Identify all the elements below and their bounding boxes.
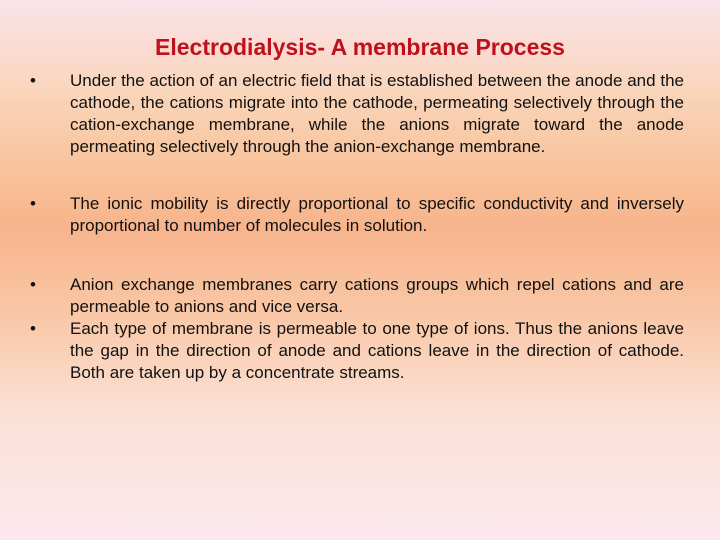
bullet-item: • Anion exchange membranes carry cations groups which repel cations and are permeable to anions and vice versa. (30, 274, 684, 318)
bullet-item: • The ionic mobility is directly proportional to specific conductivity and inversely proportional to number of molecules in solution. (30, 193, 684, 237)
bullet-item: • Each type of membrane is permeable to one type of ions. Thus the anions leave the gap in the direction of anode and cations leave in the direction of cathode. Both are taken up by a concentrate streams. (30, 318, 684, 384)
bullet-list (30, 70, 684, 384)
bullet-item: • Under the action of an electric field that is established between the anode and the cathode, the cations migrate into the cathode, permeating selectively through the cation-exchange membrane, while the anions migrate toward the anode permeating selectively through the anion-exchange membrane. (30, 70, 684, 158)
slide-title: Electrodialysis- A membrane Process (155, 34, 565, 60)
